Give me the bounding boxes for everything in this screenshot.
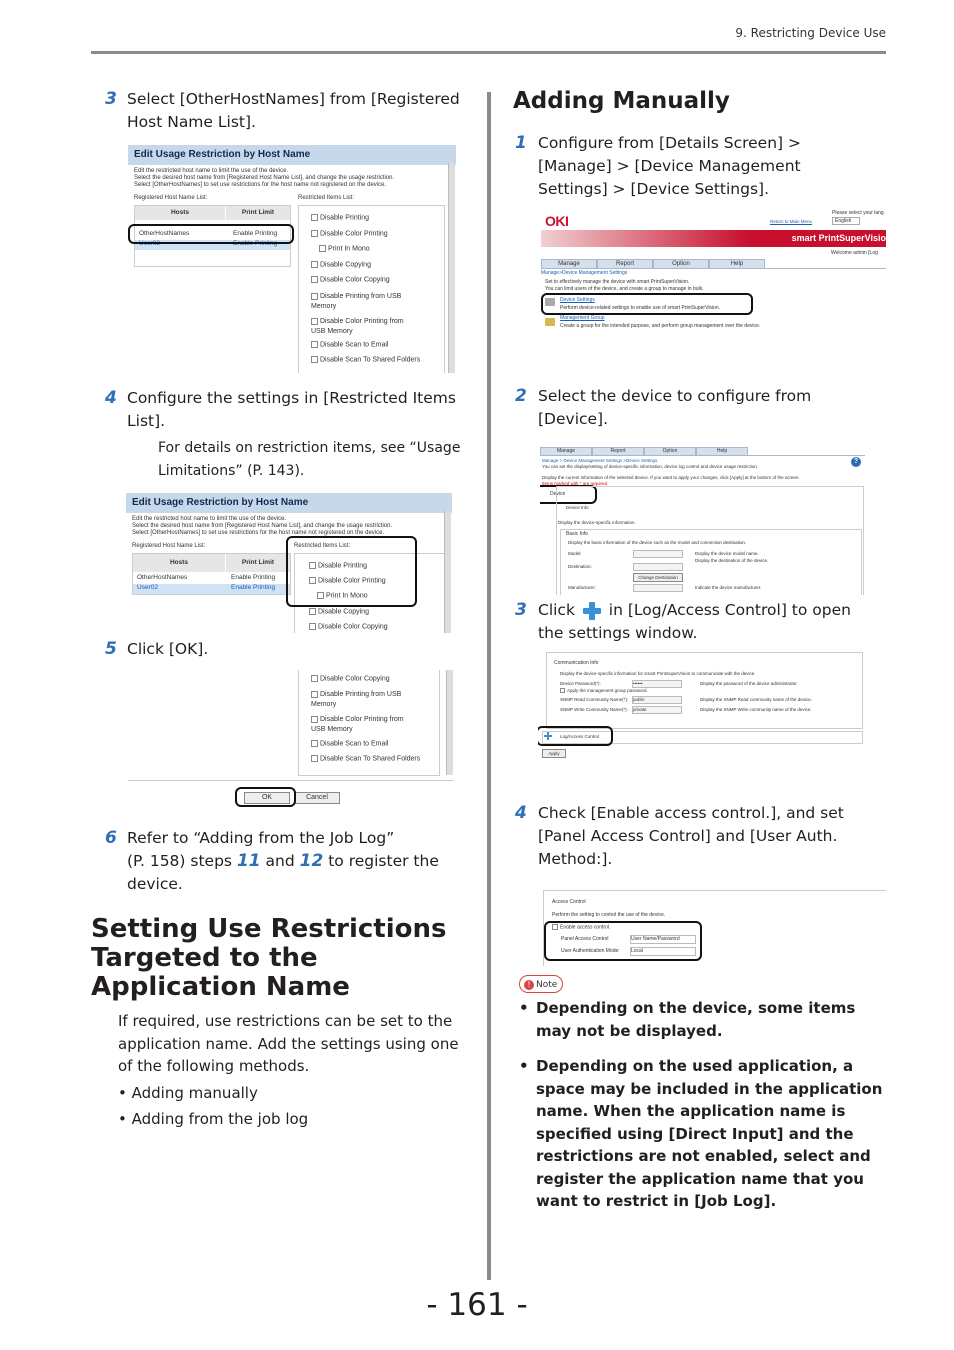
apply-group-checkbox[interactable]: Apply the management group password. — [560, 688, 648, 693]
page-number: - 161 - — [426, 1287, 528, 1323]
enable-access-control-checkbox[interactable]: Enable access control. — [552, 924, 610, 930]
device-info-tab[interactable]: Device Info — [566, 505, 589, 510]
table-row[interactable]: OtherHostNames Enable Printing — [139, 230, 278, 237]
list-item[interactable]: Print In Mono — [317, 592, 368, 599]
brand-name: smart PrintSuperVisio — [791, 233, 886, 243]
desc-line: You can limit users of the device, and create a group to manage in bulk. — [545, 286, 704, 292]
password-field[interactable]: •••••• — [632, 680, 682, 688]
scrollbar[interactable] — [444, 511, 451, 633]
step-text: Configure the settings in [Restricted Items List]. — [127, 389, 456, 430]
field-label: Destination: — [568, 564, 592, 569]
highlight-box — [544, 921, 702, 961]
header-rule — [91, 51, 886, 54]
table-row[interactable]: OtherHostNames Enable Printing — [137, 574, 276, 581]
list-item[interactable]: Disable Color Printing from USB Memory — [311, 318, 404, 335]
table-row[interactable]: User02 Enable Printing — [133, 584, 290, 594]
language-label: Please select your lang — [832, 210, 884, 216]
required-note: Items marked with * are required. — [542, 481, 609, 486]
screenshot-communication-info — [538, 652, 863, 765]
column-divider — [487, 92, 491, 1280]
highlight-box — [235, 787, 296, 807]
host-table — [132, 553, 291, 595]
tab-report[interactable]: Report — [597, 259, 653, 269]
tab-manage[interactable]: Manage — [540, 447, 592, 456]
field-desc: Display the destination of the device. — [695, 558, 769, 563]
model-field — [633, 550, 683, 558]
screenshot-ok-cancel — [128, 670, 454, 810]
note-badge: ! Note — [519, 975, 563, 993]
change-destination-button[interactable]: Change Destination — [633, 573, 683, 582]
cancel-button[interactable]: Cancel — [294, 792, 340, 804]
desc-line: Select [OtherHostNames] to set use restrictions for the host name not registered on the device. — [132, 530, 385, 536]
field-label: User Authentication Mode: — [561, 948, 620, 954]
list-item[interactable]: Disable Color Printing — [311, 230, 388, 237]
col-header: Hosts — [135, 206, 225, 220]
step-number: 6 — [105, 828, 117, 848]
tab-option[interactable]: Option — [653, 259, 709, 269]
section-title: Setting Use Restrictions Targeted to the Application Name — [91, 914, 447, 1002]
highlight-box — [538, 726, 613, 746]
list-item[interactable]: Disable Color Copying — [311, 276, 390, 283]
language-select[interactable]: English — [832, 217, 860, 225]
welcome-text: Welcome admin [Log — [831, 250, 878, 256]
dialog-title: Edit Usage Restriction by Host Name — [126, 493, 452, 513]
field-label: Device Password(*): — [560, 681, 601, 686]
tab-report[interactable]: Report — [592, 447, 644, 456]
step-subtext: For details on restriction items, see “Usage Limitations” (P. 143). — [158, 440, 461, 479]
write-community-field[interactable]: private — [632, 706, 682, 714]
step-number: 2 — [515, 386, 527, 406]
list-item[interactable]: Disable Scan To Shared Folders — [311, 356, 420, 363]
restricted-label: Restricted Items List: — [298, 195, 355, 201]
log-access-control-label[interactable]: Log/Access Control — [560, 734, 600, 739]
section-intro: If required, use restrictions can be set to the application name. Add the settings using one of the following methods. — [118, 1012, 459, 1075]
field-desc: Display the password of the device administrator. — [700, 681, 798, 686]
step-number: 1 — [515, 133, 527, 153]
restricted-items-list — [298, 670, 440, 776]
read-community-field[interactable]: public — [632, 696, 682, 704]
list-item: • Adding manually — [118, 1084, 258, 1102]
restricted-items-list — [298, 205, 445, 373]
item-desc: Create a group for the intended purpose, and perform group management over the device. — [560, 323, 761, 329]
scrollbar[interactable] — [446, 670, 453, 775]
list-item[interactable]: Disable Printing — [309, 562, 367, 569]
restricted-label: Restricted Items List: — [294, 543, 351, 549]
step-number: 4 — [515, 803, 527, 823]
section-desc: Display the basic information of the device such as the model and connection destination. — [568, 540, 747, 545]
screenshot-device-settings — [540, 445, 865, 595]
desc-line: Set to effectively manage the device with smart PrintSuperVision. — [545, 279, 690, 285]
list-item[interactable]: Disable Color Printing from USB Memory — [311, 716, 404, 733]
highlight-box — [128, 224, 294, 244]
scrollbar[interactable] — [448, 163, 455, 373]
field-label: Manufacturer: — [568, 585, 596, 590]
list-item[interactable]: Disable Copying — [311, 261, 371, 268]
management-group-link[interactable]: Management Group — [560, 315, 605, 321]
field-label: SNMP Write Community Name(*): — [560, 707, 628, 712]
list-item[interactable]: Disable Scan To Shared Folders — [311, 755, 420, 762]
list-item[interactable]: Disable Color Copying — [311, 675, 390, 682]
step-number: 5 — [105, 639, 117, 659]
screenshot-restricted-items — [126, 493, 452, 633]
device-settings-link[interactable]: Device Settings — [560, 297, 595, 303]
plus-icon — [582, 601, 602, 621]
device-label[interactable]: Device — [550, 491, 566, 497]
note-item: Depending on the used application, a space may be included in the application name. When the application name is specified using [Direct Input] and the restrictions are not enabled, select and register the application name that you want to restrict in [Job Log]. — [536, 1057, 883, 1210]
comm-info-heading: Communication Info — [554, 660, 599, 666]
tab-manage[interactable]: Manage — [541, 259, 597, 269]
field-desc: Display the device model name. — [695, 551, 759, 556]
help-icon[interactable]: ? — [851, 457, 861, 467]
destination-field — [633, 563, 683, 571]
list-item: • Adding from the job log — [118, 1110, 309, 1128]
oki-logo: OKI — [545, 213, 569, 229]
section-desc: Display the device-specific information for smart PrintSuperVision to communicate with the device. — [560, 671, 756, 676]
col-header: Hosts — [133, 554, 225, 572]
highlight-box — [541, 293, 753, 315]
page-desc: You can set the display/setting of device-specific information, device log control and device usage restriction. — [542, 464, 758, 469]
step-text: Click [OK]. — [127, 640, 209, 658]
col-header: Print Limit — [226, 206, 290, 220]
ok-button[interactable]: OK — [244, 792, 290, 804]
col-header: Print Limit — [226, 554, 290, 572]
desc-line: Select the desired host name from [Registered Host Name List], and change the usage restriction. — [132, 523, 393, 529]
breadcrumb[interactable]: Manage > Device Management Settings >Device Settings — [542, 458, 658, 463]
list-item[interactable]: Disable Scan to Email — [311, 740, 388, 747]
step-text: Refer to “Adding from the Job Log” (P. 158) steps 11 and 12 to register the device. — [127, 829, 439, 893]
field-desc: Display the SNMP Write community name of the device. — [700, 707, 812, 712]
list-item[interactable]: Disable Printing — [311, 214, 369, 221]
list-item[interactable]: Disable Printing from USB Memory — [311, 293, 402, 310]
step-text: Configure from [Details Screen] > [Manage] > [Device Management Settings] > [Device Settings]. — [538, 134, 802, 198]
tab-help[interactable]: Help — [696, 447, 748, 456]
list-item[interactable]: Disable Copying — [309, 608, 369, 615]
manufacturer-field — [633, 584, 683, 592]
running-header: 9. Restricting Device Use — [735, 26, 886, 40]
screenshot-host-restriction — [128, 145, 456, 373]
step-text: Select the device to configure from [Device]. — [538, 387, 812, 428]
alert-icon: ! — [524, 980, 534, 990]
registered-label: Registered Host Name List: — [134, 195, 208, 201]
screenshot-access-control — [543, 890, 886, 966]
desc-line: Select [OtherHostNames] to set use restrictions for the host name not registered on the device. — [134, 182, 387, 188]
group-icon — [545, 318, 555, 326]
list-item[interactable]: Print In Mono — [319, 245, 370, 252]
desc-line: Edit the restricted host name to limit the use of the device. — [134, 168, 289, 174]
step-text: Click in [Log/Access Control] to open the settings window. — [538, 601, 851, 642]
dialog-title: Edit Usage Restriction by Host Name — [128, 145, 456, 165]
list-item[interactable]: Disable Printing from USB Memory — [311, 691, 402, 708]
field-desc: Indicate the device manufacturer. — [695, 585, 762, 590]
section-desc: Perform the setting to control the use of the device. — [552, 912, 666, 918]
bullet-icon: • — [519, 999, 529, 1017]
highlight-box — [286, 536, 417, 607]
section-title: Adding Manually — [513, 88, 730, 114]
apply-button[interactable]: Apply — [542, 749, 566, 758]
note-item: Depending on the device, some items may not be displayed. — [536, 999, 856, 1040]
page-desc: Display the current information of the selected device. If you want to apply your changes, click [Apply] at the bottom of the screen. — [542, 475, 800, 480]
breadcrumb[interactable]: Manage>Device Management Settings — [541, 270, 628, 276]
tab-option[interactable]: Option — [644, 447, 696, 456]
item-desc: Perform device-related settings to enable use of smart PrintSuperVision. — [560, 305, 720, 311]
top-link[interactable]: Return to Main Menu — [770, 219, 813, 224]
bullet-icon: • — [519, 1057, 529, 1075]
step-text: Check [Enable access control.], and set [Panel Access Control] and [User Auth. Method:]. — [538, 804, 844, 868]
panel-access-select[interactable]: User Name/Password — [630, 935, 696, 944]
field-desc: Display the SNMP Read community name of the device. — [700, 697, 812, 702]
step-ref: 12 — [299, 851, 324, 871]
list-item[interactable]: Disable Color Printing — [309, 577, 386, 584]
step-number: 4 — [105, 388, 117, 408]
desc-line: Edit the restricted host name to limit the use of the device. — [132, 516, 287, 522]
basic-info-heading: Basic Info — [566, 531, 588, 537]
step-number: 3 — [105, 89, 117, 109]
access-control-heading: Access Control — [552, 899, 586, 905]
screenshot-device-management — [541, 205, 886, 365]
field-label: Panel Access Control — [561, 936, 609, 942]
list-item[interactable]: Disable Color Copying — [309, 623, 388, 630]
tab-help[interactable]: Help — [709, 259, 765, 269]
auth-mode-select[interactable]: Local — [630, 947, 696, 956]
step-text: Select [OtherHostNames] from [Registered Host Name List]. — [127, 90, 460, 131]
field-label: SNMP Read Community Name(*): — [560, 697, 629, 702]
registered-label: Registered Host Name List: — [132, 543, 206, 549]
section-desc: Display the device-specific information. — [558, 520, 636, 525]
field-label: Model: — [568, 551, 582, 556]
desc-line: Select the desired host name from [Registered Host Name List], and change the usage restriction. — [134, 175, 395, 181]
table-row[interactable]: User02 Enable Printing — [135, 240, 290, 250]
step-number: 3 — [515, 600, 527, 620]
list-item[interactable]: Disable Scan to Email — [311, 341, 388, 348]
step-ref: 11 — [236, 851, 261, 871]
